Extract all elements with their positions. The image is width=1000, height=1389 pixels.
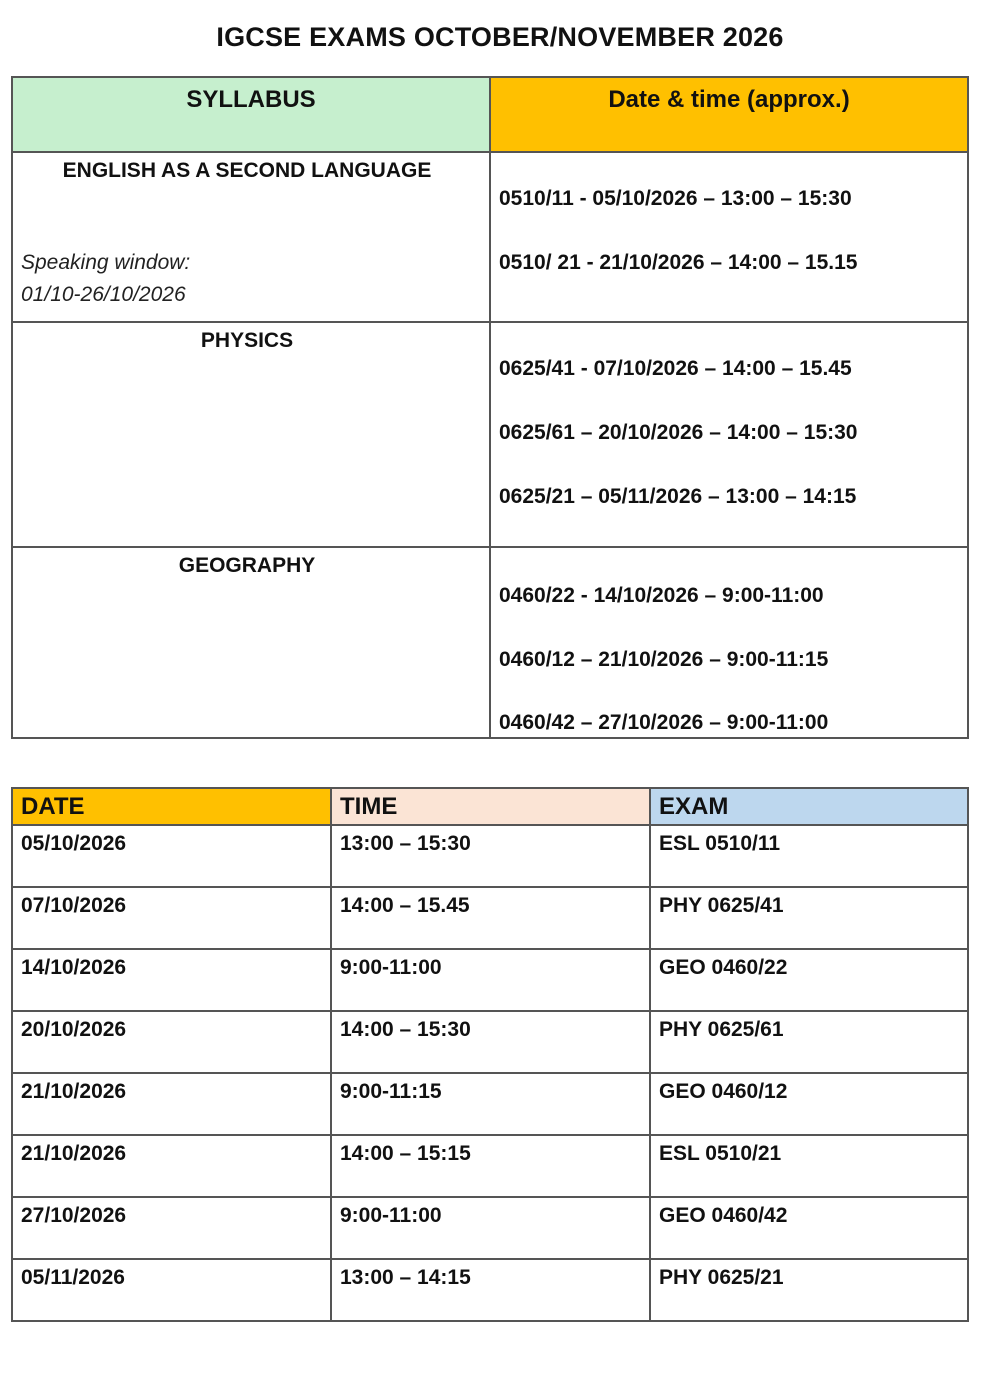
subject-cell bbox=[12, 547, 490, 738]
subject-name: ENGLISH AS A SECOND LANGUAGE bbox=[62, 159, 432, 182]
exam-slot: 0510/11 - 05/10/2026 – 13:00 – 15:30 bbox=[499, 187, 852, 210]
schedule-row bbox=[12, 1073, 968, 1135]
date-cell: 14/10/2026 bbox=[12, 949, 331, 1011]
exam-cell: GEO 0460/22 bbox=[650, 949, 968, 1011]
syllabus-header-row bbox=[12, 77, 968, 152]
date-cell: 21/10/2026 bbox=[12, 1135, 331, 1197]
exam-slot: 0460/42 – 27/10/2026 – 9:00-11:00 bbox=[499, 711, 829, 734]
syllabus-table bbox=[11, 76, 969, 739]
date-cell: 21/10/2026 bbox=[12, 1073, 331, 1135]
exam-slot: 0625/41 - 07/10/2026 – 14:00 – 15.45 bbox=[499, 357, 852, 380]
exam-header: EXAM bbox=[650, 788, 968, 825]
speaking-window-dates: 01/10-26/10/2026 bbox=[21, 283, 186, 306]
date-cell: 05/11/2026 bbox=[12, 1259, 331, 1321]
schedule-row bbox=[12, 887, 968, 949]
slots-cell bbox=[490, 322, 968, 547]
syllabus-row-physics bbox=[12, 322, 968, 547]
syllabus-header: SYLLABUS bbox=[12, 77, 490, 152]
exam-slot: 0625/21 – 05/11/2026 – 13:00 – 14:15 bbox=[499, 485, 857, 508]
subject-cell bbox=[12, 322, 490, 547]
datetime-header: Date & time (approx.) bbox=[490, 77, 968, 152]
time-cell: 13:00 – 15:30 bbox=[331, 825, 650, 887]
speaking-window-label: Speaking window: bbox=[21, 251, 191, 274]
schedule-row bbox=[12, 1259, 968, 1321]
time-cell: 14:00 – 15:30 bbox=[331, 1011, 650, 1073]
time-cell: 13:00 – 14:15 bbox=[331, 1259, 650, 1321]
exam-cell: GEO 0460/12 bbox=[650, 1073, 968, 1135]
schedule-row bbox=[12, 1135, 968, 1197]
slots-cell bbox=[490, 152, 968, 322]
slots-cell bbox=[490, 547, 968, 738]
time-cell: 14:00 – 15:15 bbox=[331, 1135, 650, 1197]
date-cell: 05/10/2026 bbox=[12, 825, 331, 887]
date-cell: 27/10/2026 bbox=[12, 1197, 331, 1259]
schedule-row bbox=[12, 825, 968, 887]
schedule-table bbox=[11, 787, 969, 1322]
exam-cell: PHY 0625/41 bbox=[650, 887, 968, 949]
exam-slot: 0460/12 – 21/10/2026 – 9:00-11:15 bbox=[499, 648, 829, 671]
date-header: DATE bbox=[12, 788, 331, 825]
document-title: IGCSE EXAMS OCTOBER/NOVEMBER 2026 bbox=[216, 22, 784, 52]
schedule-row bbox=[12, 1011, 968, 1073]
exam-cell: GEO 0460/42 bbox=[650, 1197, 968, 1259]
exam-cell: PHY 0625/61 bbox=[650, 1011, 968, 1073]
time-cell: 9:00-11:15 bbox=[331, 1073, 650, 1135]
time-cell: 9:00-11:00 bbox=[331, 1197, 650, 1259]
exam-cell: ESL 0510/21 bbox=[650, 1135, 968, 1197]
subject-name: GEOGRAPHY bbox=[178, 554, 316, 577]
schedule-row bbox=[12, 1197, 968, 1259]
schedule-header-row bbox=[12, 788, 968, 825]
exam-slot: 0460/22 - 14/10/2026 – 9:00-11:00 bbox=[499, 584, 824, 607]
subject-cell bbox=[12, 152, 490, 322]
syllabus-row-geography bbox=[12, 547, 968, 738]
syllabus-row-esl bbox=[12, 152, 968, 322]
time-cell: 14:00 – 15.45 bbox=[331, 887, 650, 949]
exam-cell: PHY 0625/21 bbox=[650, 1259, 968, 1321]
date-cell: 20/10/2026 bbox=[12, 1011, 331, 1073]
subject-name: PHYSICS bbox=[200, 329, 294, 352]
exam-slot: 0625/61 – 20/10/2026 – 14:00 – 15:30 bbox=[499, 421, 858, 444]
speaking-window-note bbox=[21, 247, 190, 311]
exam-slot: 0510/ 21 - 21/10/2026 – 14:00 – 15.15 bbox=[499, 251, 858, 274]
date-cell: 07/10/2026 bbox=[12, 887, 331, 949]
schedule-row bbox=[12, 949, 968, 1011]
time-header: TIME bbox=[331, 788, 650, 825]
time-cell: 9:00-11:00 bbox=[331, 949, 650, 1011]
exam-cell: ESL 0510/11 bbox=[650, 825, 968, 887]
